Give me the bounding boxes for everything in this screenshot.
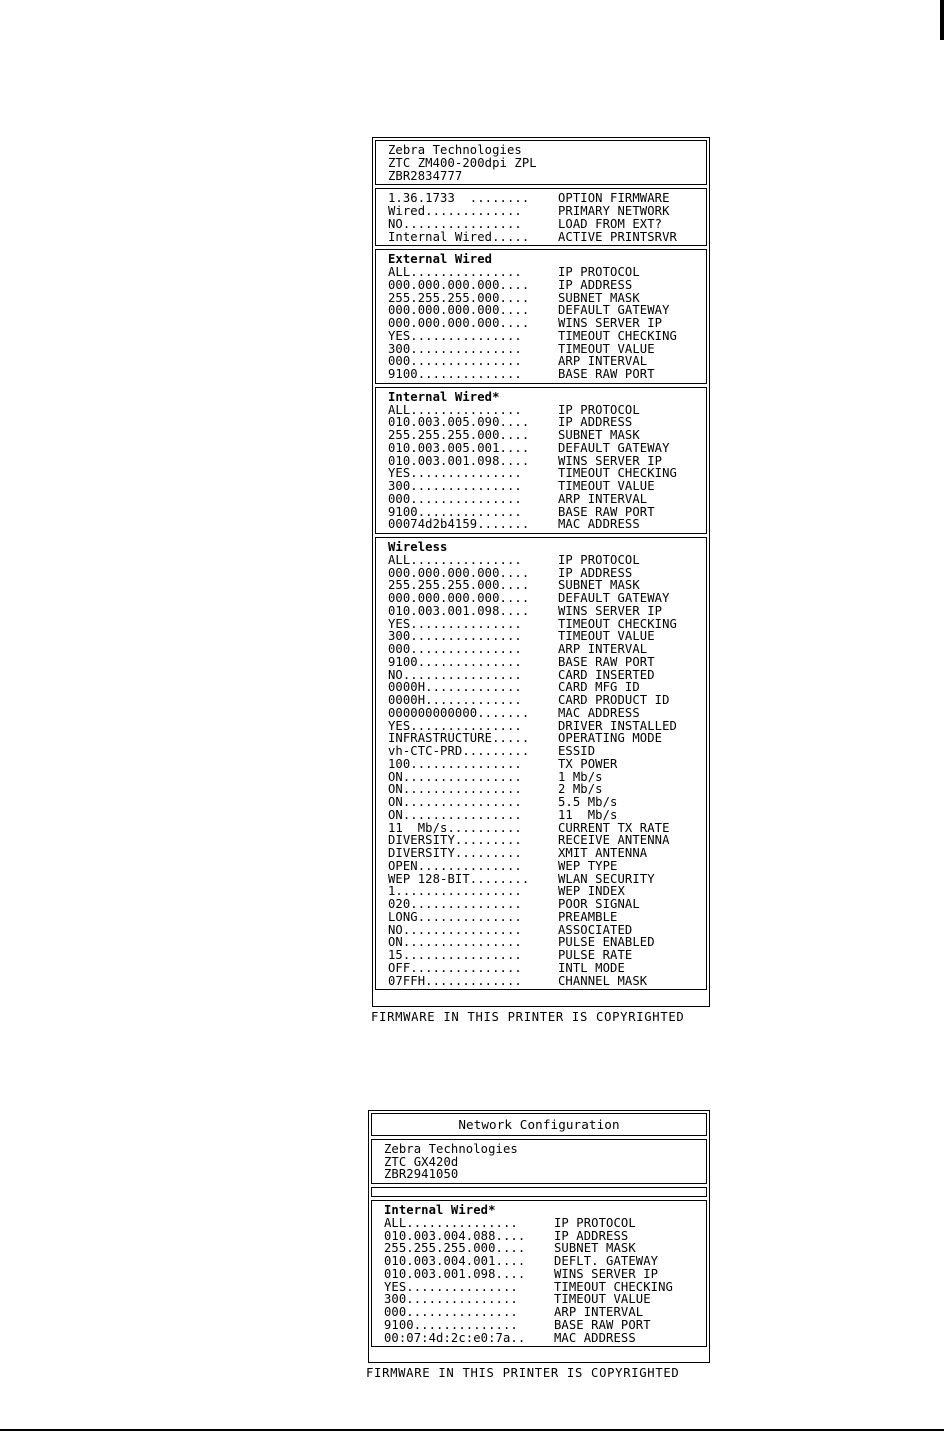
setting-value: 000.000.000.000.... xyxy=(388,278,530,292)
setting-row xyxy=(388,480,696,493)
setting-name: DEFAULT GATEWAY xyxy=(558,304,670,317)
setting-name: CHANNEL MASK xyxy=(558,974,648,988)
setting-value: 255.255.255.000.... xyxy=(388,429,530,442)
setting-row xyxy=(388,317,696,330)
setting-name: TIMEOUT VALUE xyxy=(558,480,655,493)
setting-row xyxy=(388,975,696,988)
setting-row xyxy=(388,796,696,809)
setting-row xyxy=(388,467,696,480)
setting-row xyxy=(388,442,696,455)
setting-row xyxy=(388,924,696,937)
setting-row xyxy=(388,911,696,924)
setting-value: 9100.............. xyxy=(388,505,522,519)
setting-name: IP PROTOCOL xyxy=(558,553,640,567)
setting-row xyxy=(388,579,696,592)
setting-name: SUBNET MASK xyxy=(558,579,640,592)
setting-row xyxy=(388,605,696,618)
setting-row xyxy=(388,355,696,368)
setting-row xyxy=(388,643,696,656)
setting-value: 300............... xyxy=(388,480,522,493)
setting-row xyxy=(388,554,696,567)
setting-name: PULSE RATE xyxy=(558,949,633,962)
setting-value: 1................. xyxy=(388,885,522,898)
setting-value: 1.36.1733 ........ xyxy=(388,192,530,205)
setting-row xyxy=(384,1230,696,1243)
setting-row xyxy=(388,416,696,429)
setting-row xyxy=(388,694,696,707)
setting-value: 010.003.004.088.... xyxy=(384,1229,526,1243)
setting-name: 1 Mb/s xyxy=(558,770,603,784)
setting-value: 0000H............. xyxy=(388,694,522,707)
setting-row xyxy=(388,936,696,949)
setting-name: ARP INTERVAL xyxy=(558,355,648,368)
empty-section xyxy=(371,1187,707,1197)
setting-name: WLAN SECURITY xyxy=(558,872,655,886)
setting-name: ARP INTERVAL xyxy=(558,492,648,506)
setting-value: ON................ xyxy=(388,770,522,784)
setting-value: 000.000.000.000.... xyxy=(388,317,530,330)
network-config-label-zm400 xyxy=(372,137,710,1007)
printer-model: ZTC ZM400-200dpi ZPL xyxy=(388,156,537,170)
serial-number: ZBR2941050 xyxy=(384,1168,459,1181)
setting-value: ALL............... xyxy=(384,1216,518,1230)
section-title: Internal Wired* xyxy=(388,390,500,404)
setting-value: NO................ xyxy=(388,668,522,682)
setting-name: WINS SERVER IP xyxy=(554,1267,659,1281)
setting-name: ARP INTERVAL xyxy=(554,1306,644,1319)
setting-name: 5.5 Mb/s xyxy=(558,796,618,809)
setting-row xyxy=(388,231,696,244)
setting-value: 07FFH............. xyxy=(388,974,522,988)
setting-value: 100............... xyxy=(388,757,522,771)
setting-name: PREAMBLE xyxy=(558,910,618,924)
page-bottom-rule xyxy=(0,1429,944,1431)
setting-name: MAC ADDRESS xyxy=(554,1331,636,1345)
setting-row xyxy=(388,669,696,682)
setting-value: 00074d2b4159....... xyxy=(388,518,530,531)
setting-row xyxy=(388,266,696,279)
setting-value: INFRASTRUCTURE..... xyxy=(388,732,530,745)
setting-value: ON................ xyxy=(388,936,522,949)
setting-name: IP ADDRESS xyxy=(554,1229,629,1243)
printer-identity-section xyxy=(375,140,707,185)
setting-value: 255.255.255.000.... xyxy=(384,1242,526,1255)
setting-name: TIMEOUT CHECKING xyxy=(558,617,677,631)
setting-value: ALL............... xyxy=(388,553,522,567)
setting-value: 000000000000....... xyxy=(388,706,530,720)
setting-name: DEFLT. GATEWAY xyxy=(554,1255,659,1268)
setting-name: WEP INDEX xyxy=(558,885,625,898)
setting-row xyxy=(388,304,696,317)
setting-value: DIVERSITY......... xyxy=(388,834,522,847)
setting-row xyxy=(388,429,696,442)
setting-value: ON................ xyxy=(388,796,522,809)
company-name: Zebra Technologies xyxy=(384,1142,518,1156)
setting-name: PRIMARY NETWORK xyxy=(558,205,670,218)
setting-row xyxy=(388,783,696,796)
setting-row xyxy=(384,1268,696,1281)
setting-name: SUBNET MASK xyxy=(558,291,640,305)
setting-row xyxy=(388,681,696,694)
setting-name: IP ADDRESS xyxy=(558,566,633,580)
setting-name: ASSOCIATED xyxy=(558,923,633,937)
setting-row xyxy=(388,506,696,519)
setting-row xyxy=(388,860,696,873)
setting-row xyxy=(388,809,696,822)
setting-value: NO................ xyxy=(388,923,522,937)
setting-name: IP PROTOCOL xyxy=(554,1216,636,1230)
setting-value: 000............... xyxy=(388,643,522,656)
setting-value: 000.000.000.000.... xyxy=(388,592,530,605)
setting-name: DEFAULT GATEWAY xyxy=(558,441,670,455)
section-title: Wireless xyxy=(388,541,448,554)
setting-name: TX POWER xyxy=(558,757,618,771)
setting-value: 300............... xyxy=(388,630,522,643)
setting-value: YES............... xyxy=(388,719,522,733)
setting-value: 000.000.000.000.... xyxy=(388,566,530,580)
setting-name: XMIT ANTENNA xyxy=(558,847,648,860)
settings-list xyxy=(384,1217,696,1345)
setting-name: ACTIVE PRINTSRVR xyxy=(558,230,677,244)
setting-row xyxy=(388,205,696,218)
setting-row xyxy=(388,873,696,886)
setting-row xyxy=(384,1255,696,1268)
setting-row xyxy=(388,962,696,975)
setting-value: 010.003.001.098.... xyxy=(388,604,530,618)
setting-value: 010.003.001.098.... xyxy=(388,454,530,468)
setting-value: 000.000.000.000.... xyxy=(388,304,530,317)
setting-value: ON................ xyxy=(388,783,522,796)
setting-row xyxy=(388,404,696,417)
setting-value: 255.255.255.000.... xyxy=(388,291,530,305)
network-config-label-gx420d xyxy=(368,1110,710,1363)
setting-value: OPEN.............. xyxy=(388,859,522,873)
setting-row xyxy=(388,885,696,898)
internal-wired-section xyxy=(375,387,707,534)
label-title-section xyxy=(371,1113,707,1136)
setting-value: 00:07:4d:2c:e0:7a.. xyxy=(384,1331,526,1345)
setting-value: ALL............... xyxy=(388,266,522,279)
setting-row xyxy=(388,771,696,784)
setting-name: IP PROTOCOL xyxy=(558,266,640,279)
setting-value: YES............... xyxy=(384,1280,518,1294)
setting-value: 010.003.005.001.... xyxy=(388,441,530,455)
setting-name: TIMEOUT CHECKING xyxy=(558,329,677,343)
setting-value: 010.003.001.098.... xyxy=(384,1267,526,1281)
setting-row xyxy=(384,1332,696,1345)
setting-name: CARD INSERTED xyxy=(558,668,655,682)
setting-value: 000............... xyxy=(388,492,522,506)
setting-name: WINS SERVER IP xyxy=(558,454,663,468)
setting-value: WEP 128-BIT........ xyxy=(388,872,530,886)
setting-value: 9100.............. xyxy=(384,1318,518,1332)
setting-value: 255.255.255.000.... xyxy=(388,579,530,592)
setting-name: TIMEOUT VALUE xyxy=(558,342,655,356)
setting-row xyxy=(384,1281,696,1294)
setting-row xyxy=(388,493,696,506)
setting-name: 2 Mb/s xyxy=(558,783,603,796)
setting-name: 11 Mb/s xyxy=(558,808,618,822)
setting-value: Wired............. xyxy=(388,205,522,218)
setting-value: YES............... xyxy=(388,617,522,631)
setting-row xyxy=(388,630,696,643)
setting-name: TIMEOUT VALUE xyxy=(558,630,655,643)
setting-row xyxy=(388,592,696,605)
setting-name: MAC ADDRESS xyxy=(558,706,640,720)
copyright-footer: FIRMWARE IN THIS PRINTER IS COPYRIGHTED xyxy=(366,1366,680,1380)
setting-row xyxy=(388,192,696,205)
setting-row xyxy=(388,330,696,343)
setting-value: 9100.............. xyxy=(388,655,522,669)
setting-name: RECEIVE ANTENNA xyxy=(558,834,670,847)
setting-name: PULSE ENABLED xyxy=(558,936,655,949)
setting-name: BASE RAW PORT xyxy=(554,1318,651,1332)
general-settings-section xyxy=(375,188,707,246)
printer-identity-section xyxy=(371,1139,707,1184)
setting-row xyxy=(384,1242,696,1255)
company-name: Zebra Technologies xyxy=(388,144,522,157)
setting-name: TIMEOUT CHECKING xyxy=(558,467,677,480)
setting-row xyxy=(388,834,696,847)
external-wired-section xyxy=(375,249,707,384)
setting-value: vh-CTC-PRD......... xyxy=(388,745,530,758)
setting-name: CARD PRODUCT ID xyxy=(558,694,670,707)
setting-name: BASE RAW PORT xyxy=(558,368,655,381)
setting-row xyxy=(388,656,696,669)
setting-value: YES............... xyxy=(388,467,522,480)
page-corner-tab xyxy=(940,0,944,40)
setting-row xyxy=(388,279,696,292)
setting-value: ON................ xyxy=(388,808,522,822)
setting-name: BASE RAW PORT xyxy=(558,505,655,519)
setting-value: LONG.............. xyxy=(388,910,522,924)
setting-row xyxy=(388,758,696,771)
setting-row xyxy=(388,343,696,356)
setting-row xyxy=(388,618,696,631)
setting-name: WINS SERVER IP xyxy=(558,604,663,618)
setting-row xyxy=(388,732,696,745)
setting-row xyxy=(384,1306,696,1319)
setting-name: DEFAULT GATEWAY xyxy=(558,592,670,605)
setting-value: OFF............... xyxy=(388,961,522,975)
setting-row xyxy=(388,518,696,531)
setting-name: BASE RAW PORT xyxy=(558,655,655,669)
setting-row xyxy=(384,1293,696,1306)
setting-row xyxy=(388,455,696,468)
serial-number: ZBR2834777 xyxy=(388,169,463,183)
setting-name: TIMEOUT VALUE xyxy=(554,1293,651,1306)
setting-name: ARP INTERVAL xyxy=(558,643,648,656)
setting-name: OPERATING MODE xyxy=(558,732,663,745)
printer-model: ZTC GX420d xyxy=(384,1155,459,1169)
setting-value: 000............... xyxy=(384,1306,518,1319)
setting-row xyxy=(388,368,696,381)
setting-row xyxy=(388,720,696,733)
setting-name: WINS SERVER IP xyxy=(558,317,663,330)
setting-row xyxy=(388,567,696,580)
section-title: External Wired xyxy=(388,253,493,266)
setting-value: DIVERSITY......... xyxy=(388,847,522,860)
setting-value: NO................ xyxy=(388,217,522,231)
setting-row xyxy=(388,822,696,835)
setting-name: MAC ADDRESS xyxy=(558,518,640,531)
setting-row xyxy=(388,292,696,305)
setting-name: SUBNET MASK xyxy=(554,1242,636,1255)
setting-name: IP ADDRESS xyxy=(558,278,633,292)
setting-value: 010.003.004.001.... xyxy=(384,1255,526,1268)
wireless-section xyxy=(375,537,707,990)
setting-value: ALL............... xyxy=(388,403,522,417)
setting-value: 300............... xyxy=(388,342,522,356)
setting-name: ESSID xyxy=(558,745,596,758)
internal-wired-section xyxy=(371,1200,707,1347)
setting-name: SUBNET MASK xyxy=(558,429,640,442)
setting-name: WEP TYPE xyxy=(558,859,618,873)
setting-row xyxy=(388,898,696,911)
settings-list xyxy=(388,554,696,988)
setting-name: LOAD FROM EXT? xyxy=(558,217,663,231)
setting-name: IP ADDRESS xyxy=(558,416,633,429)
setting-row xyxy=(388,707,696,720)
setting-row xyxy=(388,949,696,962)
setting-row xyxy=(388,745,696,758)
setting-name: CARD MFG ID xyxy=(558,681,640,694)
setting-row xyxy=(388,218,696,231)
setting-value: 020............... xyxy=(388,898,522,911)
setting-row xyxy=(388,847,696,860)
setting-value: 010.003.005.090.... xyxy=(388,416,530,429)
setting-name: POOR SIGNAL xyxy=(558,898,640,911)
setting-value: 000............... xyxy=(388,355,522,368)
label-title: Network Configuration xyxy=(458,1119,620,1132)
section-title: Internal Wired* xyxy=(384,1204,496,1217)
setting-value: Internal Wired..... xyxy=(388,230,530,244)
settings-list xyxy=(388,266,696,381)
setting-name: TIMEOUT CHECKING xyxy=(554,1280,673,1294)
setting-value: YES............... xyxy=(388,329,522,343)
setting-value: 9100.............. xyxy=(388,368,522,381)
setting-value: 15................ xyxy=(388,949,522,962)
settings-list xyxy=(388,404,696,532)
setting-name: OPTION FIRMWARE xyxy=(558,192,670,205)
setting-value: 11 Mb/s.......... xyxy=(388,821,522,835)
copyright-footer: FIRMWARE IN THIS PRINTER IS COPYRIGHTED xyxy=(371,1010,685,1024)
setting-name: CURRENT TX RATE xyxy=(558,821,670,835)
setting-name: DRIVER INSTALLED xyxy=(558,719,677,733)
setting-name: IP PROTOCOL xyxy=(558,403,640,417)
setting-value: 300............... xyxy=(384,1293,518,1306)
setting-row xyxy=(384,1319,696,1332)
setting-name: INTL MODE xyxy=(558,961,625,975)
setting-row xyxy=(384,1217,696,1230)
setting-value: 0000H............. xyxy=(388,681,522,694)
